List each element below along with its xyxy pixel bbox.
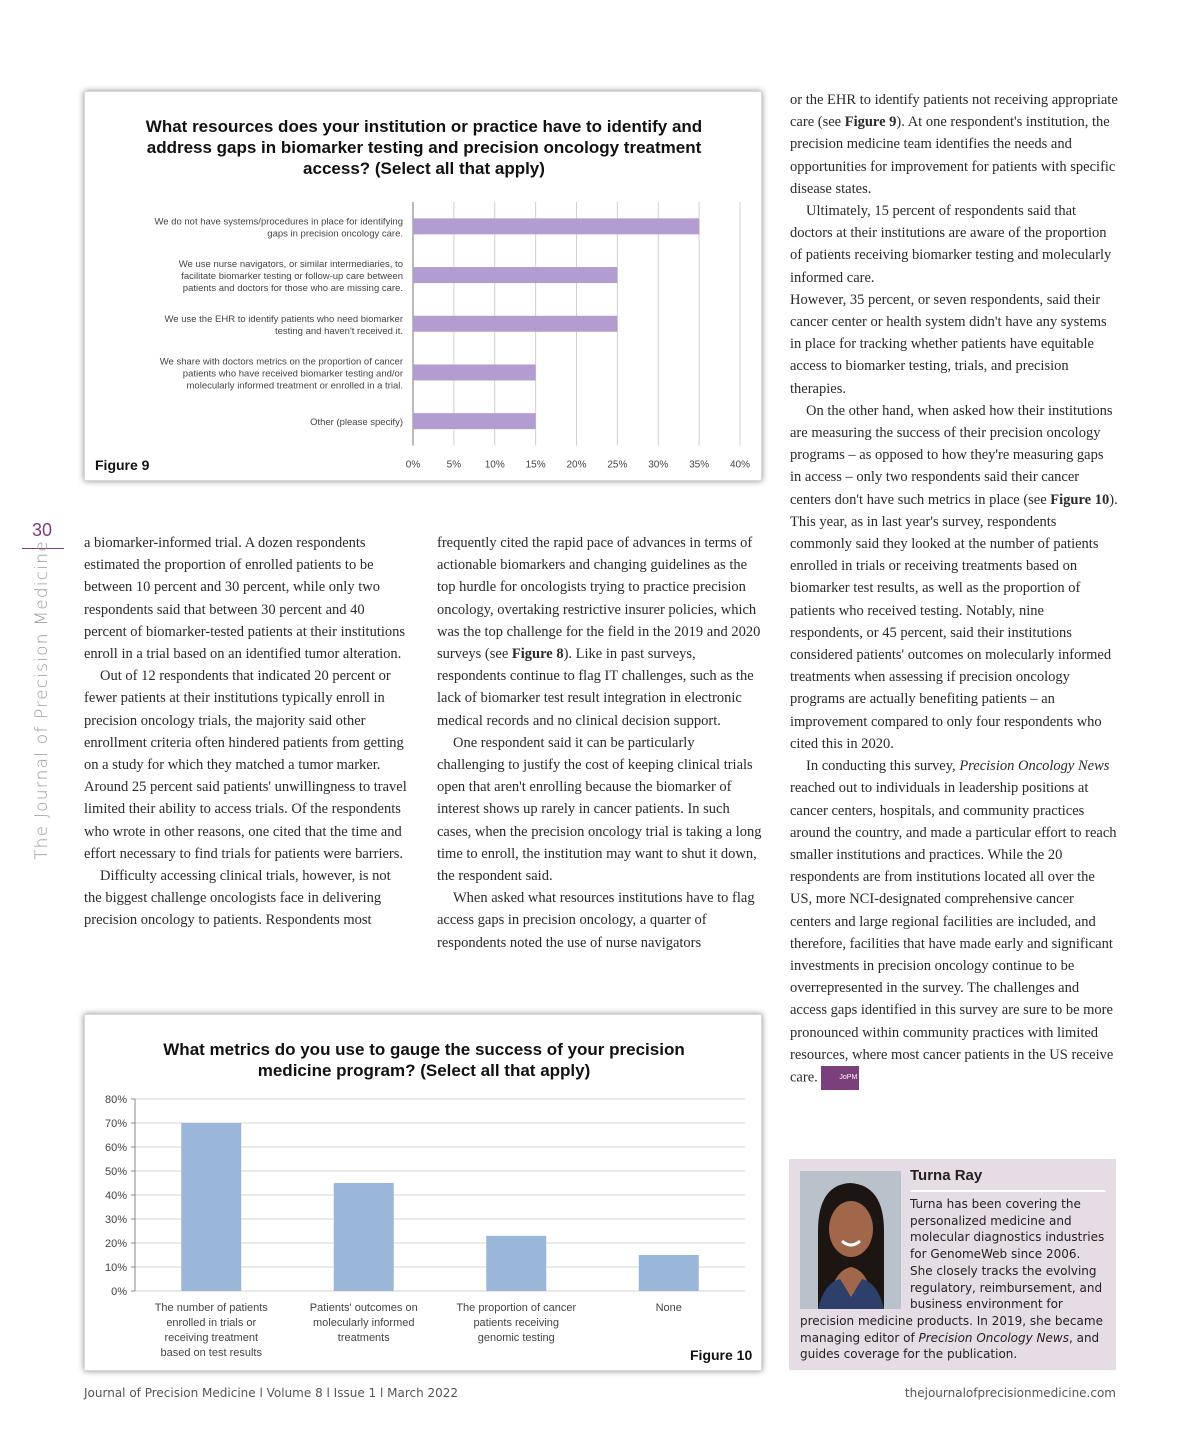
category-label: receiving treatment: [164, 1332, 259, 1344]
figure-10-title: What metrics do you use to gauge the success of your precision medicine program? (Select all that apply): [163, 1040, 685, 1080]
category-label: patients who have received biomarker testing and/or: [182, 368, 403, 380]
bar: [639, 1255, 699, 1291]
article-column-3: [790, 89, 1118, 1090]
bar: [334, 1183, 394, 1291]
category-label: gaps in precision oncology care.: [267, 228, 403, 240]
footer-journal-issue: Journal of Precision Medicine l Volume 8 l Issue 1 l March 2022: [84, 1386, 459, 1400]
x-tick-label: 35%: [689, 459, 710, 471]
category-label: Other (please specify): [310, 417, 403, 429]
figure-10: [84, 1014, 762, 1371]
figure-10-chart: [85, 1087, 761, 1367]
x-tick-label: 0%: [405, 459, 421, 471]
paragraph: frequently cited the rapid pace of advances in terms of actionable biomarkers and changing guidelines as the top hurdle for oncologists trying to practice precision oncology, overtaking restrictive insurer policies, which was the top challenge for the field in the 2019 and 2020 surveys (see Figure 8). Like in past surveys, respondents continue to flag IT challenges, such as the lack of biomarker test result integration in electronic medical records and no clinical decision support.: [437, 535, 761, 729]
figure-9: [84, 91, 762, 481]
x-tick-label: 20%: [566, 459, 587, 471]
author-name-rule: [910, 1190, 1106, 1192]
paragraph: a biomarker-informed trial. A dozen respondents estimated the proportion of enrolled patients to be between 10 percent and 30 percent, while only two respondents said that between 30 percent and 40 percent of biomarker-tested patients at their institutions enroll in a trial based on an identified tumor alteration.: [84, 535, 406, 663]
paragraph: Difficulty accessing clinical trials, however, is not the biggest challenge oncologists face in delivering precision oncology to patients. Respondents most: [84, 868, 391, 929]
bar: [413, 316, 617, 332]
category-label: facilitate biomarker testing or follow-up care between: [181, 271, 403, 283]
author-bio-text: Turna has been covering the personalized medicine and molecular diagnostics industries for GenomeWeb since 2006. She closely tracks the evolving regulatory, reimbursement, and business environment for: [910, 1197, 1105, 1312]
category-label: The number of patients: [154, 1302, 268, 1314]
figure-9-chart: [85, 192, 761, 492]
author-bio-text-continued: precision medicine products. In 2019, she became managing editor of Precision Oncology News, and guides coverage for the publication.: [800, 1314, 1103, 1362]
footer-website: thejournalofprecisionmedicine.com: [904, 1386, 1116, 1400]
y-tick-label: 20%: [104, 1238, 127, 1250]
category-label: molecularly informed treatment or enrolled in a trial.: [186, 380, 403, 392]
bar: [181, 1123, 241, 1291]
jopm-end-logo: JoPM: [821, 1066, 859, 1090]
category-label: None: [655, 1302, 682, 1314]
bar: [413, 218, 699, 234]
category-label: patients receiving: [473, 1317, 560, 1329]
paragraph: Ultimately, 15 percent of respondents said that doctors at their institutions are aware of the proportion of patients receiving biomarker testing and molecularly informed care.: [790, 203, 1112, 286]
y-tick-label: 70%: [104, 1118, 127, 1130]
y-tick-label: 50%: [104, 1166, 127, 1178]
figure-9-title: What resources does your institution or practice have to identify and address gaps in biomarker testing and precision oncology treatment access? (Select all that apply): [145, 117, 703, 178]
category-label: molecularly informed: [313, 1317, 415, 1329]
paragraph: When asked what resources institutions have to flag access gaps in precision oncology, a quarter of respondents noted the use of nurse navigators: [437, 890, 755, 951]
paragraph: On the other hand, when asked how their institutions are measuring the success of their precision oncology programs – as opposed to how they're measuring gaps in access – only two respondents said their cancer centers don't have such metrics in place (see Figure 10). This year, as in last year's survey, respondents commonly said they looked at the number of patients enrolled in trials or receiving treatments based on biomarker test results, as well as the proportion of patients who received testing. Notably, nine respondents, or 45 percent, said their institutions considered patients' outcomes on molecularly informed treatments when assessing if precision oncology programs are actually benefiting patients – an improvement compared to only four respondents who cited this in 2020.: [790, 402, 1118, 752]
author-bio-box: [789, 1159, 1116, 1370]
figure-9-ref: Figure 9: [844, 114, 897, 131]
category-label: genomic testing: [477, 1332, 555, 1344]
category-label: We use the EHR to identify patients who need biomarker: [164, 313, 403, 325]
y-tick-label: 40%: [104, 1190, 127, 1202]
category-label: patients and doctors for those who are missing care.: [182, 283, 403, 295]
category-label: Patients' outcomes on: [309, 1302, 418, 1314]
category-label: testing and haven't received it.: [274, 325, 403, 337]
paragraph: In conducting this survey, Precision Oncology News reached out to individuals in leadership positions at cancer centers, hospitals, and community practices around the country, and made a particular effort to reach smaller institutions and practices. While the 20 respondents are from institutions located all over the US, more NCI-designated comprehensive cancer centers and large regional facilities are included, and therefore, facilities that have made early and significant investments in precision oncology continue to be overrepresented in the survey. The challenges and access gaps identified in this survey are sure to be more pronounced within community practices with limited resources, where most cancer patients in the US receive care. JoPM: [790, 755, 1118, 1090]
category-label: enrolled in trials or: [166, 1317, 257, 1329]
bar: [413, 413, 536, 429]
y-tick-label: 80%: [104, 1094, 127, 1106]
page-number: 30: [31, 520, 53, 540]
category-label: We share with doctors metrics on the proportion of cancer: [159, 356, 403, 368]
figure-9-label: Figure 9: [95, 457, 150, 473]
paragraph: Out of 12 respondents that indicated 20 percent or fewer patients at their institutions typically enroll in precision oncology trials, the majority said other enrollment criteria often hindered patients from getting on a study for which they matched a tumor marker. Around 25 percent said patients' unwillingness to travel limited their ability to access trials. Of the respondents who wrote in other reasons, one cited that the time and effort necessary to find trials for patients were barriers.: [84, 668, 407, 862]
x-tick-label: 5%: [446, 459, 462, 471]
paragraph: One respondent said it can be particularly challenging to justify the cost of keeping clinical trials open that aren't enrolling because the biomarker of interest shows up rarely in cancer patients. In such cases, when the precision oncology trial is taking a long time to enroll, the institution may want to shut it down, the respondent said.: [437, 734, 762, 885]
category-label: treatments: [337, 1332, 390, 1344]
bar: [413, 364, 536, 380]
x-tick-label: 15%: [525, 459, 546, 471]
author-photo: [800, 1171, 901, 1309]
category-label: The proportion of cancer: [456, 1302, 577, 1314]
x-tick-label: 25%: [607, 459, 628, 471]
article-column-1: [84, 532, 410, 932]
x-tick-label: 30%: [648, 459, 669, 471]
figure-8-ref: Figure 8: [511, 646, 564, 663]
paragraph: or the EHR to identify patients not receiving appropriate care (see Figure 9). At one respondent's institution, the precision medicine team identifies the needs and opportunities for improvement for patients with specific disease states.: [790, 92, 1118, 197]
article-column-2: [437, 532, 765, 954]
author-name: Turna Ray: [910, 1167, 983, 1184]
bar: [486, 1236, 546, 1291]
category-label: based on test results: [160, 1347, 263, 1359]
figure-10-ref: Figure 10: [1050, 491, 1110, 508]
y-tick-label: 0%: [111, 1286, 127, 1298]
y-tick-label: 60%: [104, 1142, 127, 1154]
x-tick-label: 10%: [484, 459, 505, 471]
y-tick-label: 10%: [104, 1262, 127, 1274]
journal-vertical-title: The Journal of Precision Medicine: [32, 540, 52, 860]
paragraph: However, 35 percent, or seven respondents, said their cancer center or health system didn't have any systems in place for tracking whether patients have equitable access to biomarker testing, trials, and precision therapies.: [790, 291, 1107, 397]
figure-10-label: Figure 10: [690, 1347, 753, 1363]
x-tick-label: 40%: [729, 459, 751, 471]
y-tick-label: 30%: [104, 1214, 127, 1226]
category-label: We do not have systems/procedures in place for identifying: [154, 216, 403, 228]
category-label: We use nurse navigators, or similar intermediaries, to: [178, 259, 403, 271]
bar: [413, 267, 617, 283]
